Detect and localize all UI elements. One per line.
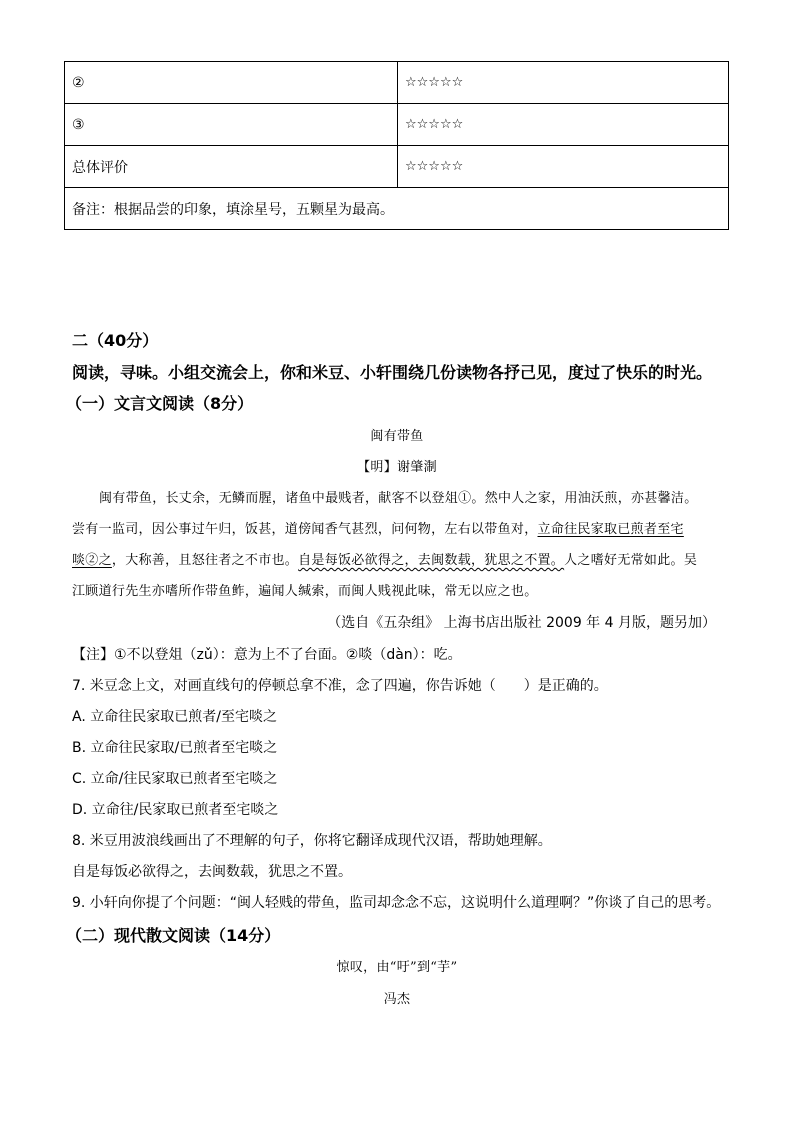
wavy-underlined-sentence: 自是每饭必欲得之，去闽数载，犹思之不置。 — [298, 553, 565, 568]
table-row — [65, 62, 729, 104]
table-note: 备注：根据品尝的印象，填涂星号，五颗星为最高。 — [65, 188, 729, 230]
option-b[interactable]: B. 立命往民家取/已煎者至宅啖之 — [72, 740, 278, 756]
table-row — [65, 104, 729, 146]
passage-notes: 【注】①不以登俎（zǔ）：意为上不了台面。②啖（dàn）：吃。 — [72, 647, 462, 663]
question-8-sentence: 自是每饭必欲得之，去闽数载，犹思之不置。 — [72, 864, 352, 880]
passage2-title: 惊叹，由“吁”到“芋” — [336, 960, 458, 975]
star-rating[interactable]: ☆☆☆☆☆ — [398, 62, 729, 104]
section-heading: 二（40分） — [72, 331, 159, 350]
table-row — [65, 188, 729, 230]
option-a[interactable]: A. 立命往民家取已煎者/至宅啖之 — [72, 709, 277, 725]
table-cell-label: ② — [65, 62, 398, 104]
passage-line — [72, 518, 684, 537]
table-cell-label: ③ — [65, 104, 398, 146]
straight-underlined-sentence-end: 啖②之 — [72, 553, 112, 568]
table-cell-label: 总体评价 — [65, 146, 398, 188]
part1-heading: （一）文言文阅读（8分） — [66, 394, 254, 413]
option-d[interactable]: D. 立命往/民家取已煎者至宅啖之 — [72, 802, 279, 818]
star-rating[interactable]: ☆☆☆☆☆ — [398, 146, 729, 188]
passage-title: 闽有带鱼 — [370, 429, 424, 444]
part2-heading: （二）现代散文阅读（14分） — [66, 926, 281, 945]
passage-line: 闽有带鱼，长丈余，无鳞而腥，诸鱼中最贱者，献客不以登俎①。然中人之家，用油沃煎，亦甚馨洁。 — [99, 491, 698, 506]
passage-text: 人之嗜好无常如此。吴 — [564, 553, 698, 568]
star-rating[interactable]: ☆☆☆☆☆ — [398, 104, 729, 146]
question-9: 9. 小轩向你提了个问题：“闽人轻贱的带鱼，监司却念念不忘，这说明什么道理啊？”你谈了自己的思考。 — [72, 895, 721, 911]
passage-text: 尝有一监司，因公事过午归，饭甚，道傍闻香气甚烈，问何物，左右以带鱼对， — [72, 522, 538, 537]
question-8: 8. 米豆用波浪线画出了不理解的句子，你将它翻译成现代汉语，帮助她理解。 — [72, 833, 552, 849]
option-c[interactable]: C. 立命/往民家取已煎者至宅啖之 — [72, 771, 278, 787]
passage-line — [72, 549, 697, 568]
straight-underlined-sentence: 立命往民家取已煎者至宅 — [537, 522, 684, 537]
passage-source: （选自《五杂组》 上海书店出版社 2009 年 4 月版，题另加） — [327, 615, 716, 631]
passage-text: ，大称善，且怒往者之不市也。 — [111, 553, 299, 568]
section-intro: 阅读，寻味。小组交流会上，你和米豆、小轩围绕几份读物各抒己见，度过了快乐的时光。 — [72, 363, 713, 382]
table-row — [65, 146, 729, 188]
rating-table — [64, 61, 729, 230]
question-7: 7. 米豆念上文，对画直线句的停顿总拿不准，念了四遍，你告诉她（ ）是正确的。 — [72, 678, 608, 694]
passage-line: 江顾道行先生亦嗜所作带鱼鲊，遍闻人缄索，而闽人贱视此味，常无以应之也。 — [72, 584, 538, 599]
passage-author: 【明】谢肇淛 — [357, 460, 437, 475]
passage2-author: 冯杰 — [383, 992, 411, 1007]
